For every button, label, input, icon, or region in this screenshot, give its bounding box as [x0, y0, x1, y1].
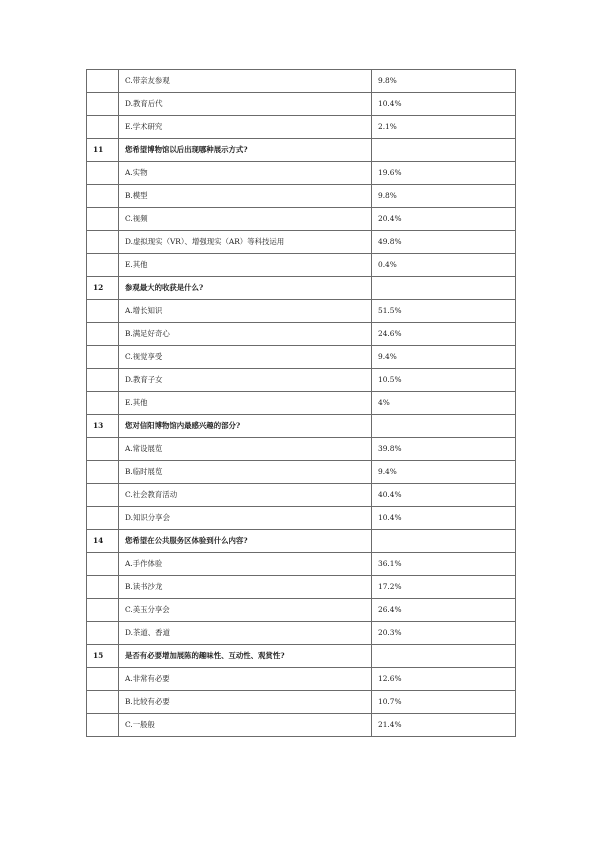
- option-text-cell: A.增长知识: [119, 300, 372, 323]
- option-row: [87, 599, 516, 622]
- percentage-cell: [372, 645, 516, 668]
- percentage-cell: 9.4%: [372, 346, 516, 369]
- question-number-cell: 15: [87, 645, 119, 668]
- question-text-cell: 您希望在公共服务区体验到什么内容?: [119, 530, 372, 553]
- question-row: [87, 277, 516, 300]
- percentage-cell: [372, 277, 516, 300]
- survey-table-body: [87, 70, 516, 737]
- question-number-cell: [87, 323, 119, 346]
- question-number-cell: [87, 185, 119, 208]
- option-text-cell: D.教育后代: [119, 93, 372, 116]
- option-row: [87, 392, 516, 415]
- option-text-cell: A.实物: [119, 162, 372, 185]
- option-text-cell: D.虚拟现实（VR）、增强现实（AR）等科技运用: [119, 231, 372, 254]
- question-number-cell: [87, 691, 119, 714]
- option-text-cell: C.美玉分享会: [119, 599, 372, 622]
- option-row: [87, 162, 516, 185]
- percentage-cell: 2.1%: [372, 116, 516, 139]
- question-number-cell: 12: [87, 277, 119, 300]
- question-number-cell: [87, 599, 119, 622]
- question-text-cell: 参观最大的收获是什么?: [119, 277, 372, 300]
- option-row: [87, 208, 516, 231]
- option-row: [87, 461, 516, 484]
- percentage-cell: 9.4%: [372, 461, 516, 484]
- option-row: [87, 323, 516, 346]
- option-row: [87, 116, 516, 139]
- option-row: [87, 70, 516, 93]
- question-number-cell: [87, 208, 119, 231]
- percentage-cell: 20.4%: [372, 208, 516, 231]
- percentage-cell: 51.5%: [372, 300, 516, 323]
- option-text-cell: E.学术研究: [119, 116, 372, 139]
- question-number-cell: [87, 553, 119, 576]
- percentage-cell: [372, 139, 516, 162]
- question-number-cell: [87, 668, 119, 691]
- option-text-cell: E.其他: [119, 392, 372, 415]
- option-row: [87, 622, 516, 645]
- option-row: [87, 93, 516, 116]
- option-text-cell: B.读书沙龙: [119, 576, 372, 599]
- question-number-cell: [87, 254, 119, 277]
- question-number-cell: [87, 231, 119, 254]
- question-number-cell: [87, 116, 119, 139]
- question-row: [87, 530, 516, 553]
- option-text-cell: C.带亲友参观: [119, 70, 372, 93]
- option-text-cell: B.满足好奇心: [119, 323, 372, 346]
- option-row: [87, 369, 516, 392]
- question-number-cell: [87, 507, 119, 530]
- question-number-cell: 14: [87, 530, 119, 553]
- percentage-cell: 36.1%: [372, 553, 516, 576]
- percentage-cell: 10.5%: [372, 369, 516, 392]
- option-row: [87, 668, 516, 691]
- option-row: [87, 691, 516, 714]
- percentage-cell: 0.4%: [372, 254, 516, 277]
- option-text-cell: A.手作体验: [119, 553, 372, 576]
- option-text-cell: B.模型: [119, 185, 372, 208]
- percentage-cell: 10.7%: [372, 691, 516, 714]
- option-text-cell: C.视觉享受: [119, 346, 372, 369]
- question-row: [87, 139, 516, 162]
- percentage-cell: 17.2%: [372, 576, 516, 599]
- option-row: [87, 484, 516, 507]
- percentage-cell: 12.6%: [372, 668, 516, 691]
- option-row: [87, 231, 516, 254]
- option-row: [87, 507, 516, 530]
- percentage-cell: 26.4%: [372, 599, 516, 622]
- option-row: [87, 576, 516, 599]
- question-number-cell: 11: [87, 139, 119, 162]
- option-text-cell: D.知识分享会: [119, 507, 372, 530]
- option-text-cell: D.教育子女: [119, 369, 372, 392]
- option-row: [87, 254, 516, 277]
- question-number-cell: [87, 392, 119, 415]
- question-number-cell: [87, 576, 119, 599]
- option-text-cell: D.茶道、香道: [119, 622, 372, 645]
- percentage-cell: [372, 530, 516, 553]
- question-number-cell: [87, 369, 119, 392]
- question-number-cell: [87, 484, 119, 507]
- question-text-cell: 是否有必要增加展陈的趣味性、互动性、观赏性?: [119, 645, 372, 668]
- option-row: [87, 185, 516, 208]
- option-text-cell: B.临时展览: [119, 461, 372, 484]
- percentage-cell: 19.6%: [372, 162, 516, 185]
- percentage-cell: 40.4%: [372, 484, 516, 507]
- question-number-cell: [87, 622, 119, 645]
- percentage-cell: 9.8%: [372, 70, 516, 93]
- option-row: [87, 346, 516, 369]
- question-row: [87, 645, 516, 668]
- question-text-cell: 您希望博物馆以后出现哪种展示方式?: [119, 139, 372, 162]
- option-row: [87, 300, 516, 323]
- survey-results-table: [86, 69, 516, 737]
- option-row: [87, 553, 516, 576]
- question-number-cell: [87, 714, 119, 737]
- question-row: [87, 415, 516, 438]
- question-number-cell: 13: [87, 415, 119, 438]
- question-number-cell: [87, 461, 119, 484]
- option-text-cell: C.社会教育活动: [119, 484, 372, 507]
- question-number-cell: [87, 346, 119, 369]
- question-number-cell: [87, 93, 119, 116]
- option-text-cell: A.非常有必要: [119, 668, 372, 691]
- option-text-cell: C.视频: [119, 208, 372, 231]
- question-number-cell: [87, 70, 119, 93]
- option-text-cell: C.一般般: [119, 714, 372, 737]
- percentage-cell: 4%: [372, 392, 516, 415]
- percentage-cell: [372, 415, 516, 438]
- question-number-cell: [87, 438, 119, 461]
- option-row: [87, 438, 516, 461]
- question-text-cell: 您对信阳博物馆内最感兴趣的部分?: [119, 415, 372, 438]
- option-row: [87, 714, 516, 737]
- percentage-cell: 24.6%: [372, 323, 516, 346]
- option-text-cell: A.常设展览: [119, 438, 372, 461]
- percentage-cell: 21.4%: [372, 714, 516, 737]
- question-number-cell: [87, 162, 119, 185]
- percentage-cell: 10.4%: [372, 507, 516, 530]
- percentage-cell: 49.8%: [372, 231, 516, 254]
- option-text-cell: E.其他: [119, 254, 372, 277]
- question-number-cell: [87, 300, 119, 323]
- percentage-cell: 20.3%: [372, 622, 516, 645]
- percentage-cell: 39.8%: [372, 438, 516, 461]
- percentage-cell: 9.8%: [372, 185, 516, 208]
- percentage-cell: 10.4%: [372, 93, 516, 116]
- option-text-cell: B.比较有必要: [119, 691, 372, 714]
